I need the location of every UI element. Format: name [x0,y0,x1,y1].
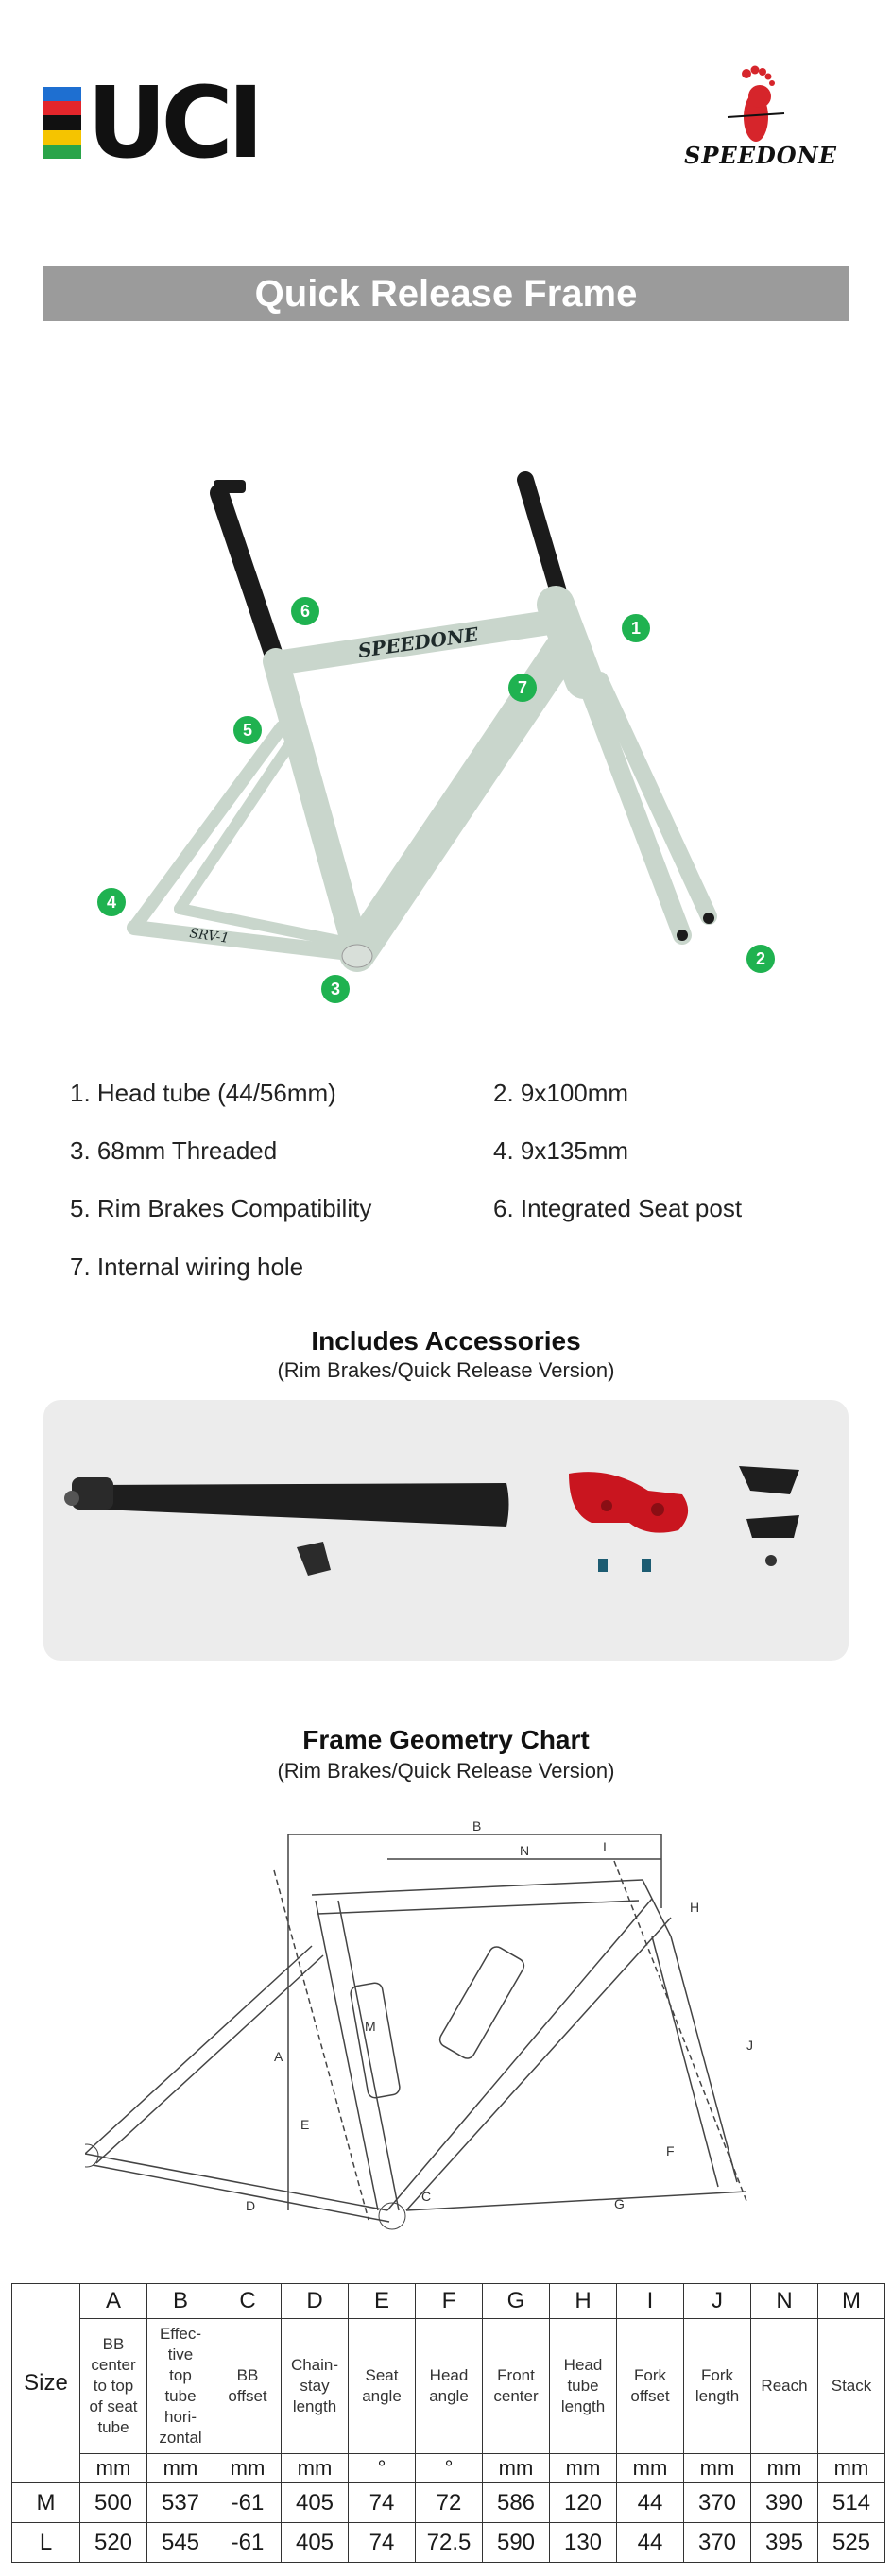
col-unit: ° [349,2454,416,2483]
col-unit: mm [617,2454,684,2483]
col-description: Effec- tive top tube hori- zontal [147,2319,214,2454]
feature-5: 5. Rim Brakes Compatibility [70,1194,372,1222]
col-unit: ° [416,2454,483,2483]
callout-badge-4: 4 [97,888,126,916]
value-cell: 500 [80,2483,147,2523]
value-cell: -61 [214,2523,282,2563]
col-unit: mm [214,2454,282,2483]
accessory-wedge [297,1542,331,1576]
size-cell: M [12,2483,80,2523]
value-cell: 405 [282,2483,349,2523]
feature-4: 4. 9x135mm [493,1136,629,1165]
table-letter-row [12,2284,885,2319]
col-unit: mm [818,2454,885,2483]
accessory-cable-guide-2 [746,1515,799,1538]
col-letter: J [684,2284,751,2319]
frame-illustration [57,453,832,1020]
feature-2: 2. 9x100mm [493,1079,629,1107]
geo-label-e: E [300,2117,310,2132]
accessory-seatpost [91,1483,509,1527]
feature-1: 1. Head tube (44/56mm) [70,1079,336,1107]
table-unit-row [12,2454,885,2483]
geo-bottom-bracket [379,2203,405,2229]
head-tube [556,605,584,680]
value-cell: -61 [214,2483,282,2523]
feature-6: 6. Integrated Seat post [493,1194,743,1222]
uci-logo-text: UCI [87,65,259,180]
callout-badge-1: 1 [622,614,650,642]
table-row [12,2483,885,2523]
geo-down-tube [387,1899,652,2210]
col-description: Head tube length [550,2319,617,2454]
accessory-screw-2 [642,1559,651,1572]
col-description: BB center to top of seat tube [80,2319,147,2454]
geo-fork [671,1936,737,2182]
seatpost [219,493,276,661]
uci-stripe-yellow [43,130,81,145]
value-cell: 405 [282,2523,349,2563]
accessories-subtitle: (Rim Brakes/Quick Release Version) [277,1358,615,1382]
value-cell: 520 [80,2523,147,2563]
col-description: Seat angle [349,2319,416,2454]
geo-label-g: G [614,2196,625,2211]
steerer [525,480,559,595]
value-cell: 586 [483,2483,550,2523]
value-cell: 514 [818,2483,885,2523]
callout-badge-7: 7 [508,674,537,702]
geo-top-tube [312,1880,643,1895]
col-description: Head angle [416,2319,483,2454]
accessory-screw-1 [598,1559,608,1572]
geo-label-h: H [690,1900,700,1915]
accessories-title: Includes Accessories [311,1326,581,1356]
value-cell: 44 [617,2483,684,2523]
col-description: Fork length [684,2319,751,2454]
geo-label-b: B [472,1818,482,1834]
value-cell: 545 [147,2523,214,2563]
frame-model-text: SRV-1 [188,926,231,947]
col-letter: E [349,2284,416,2319]
col-letter: N [751,2284,818,2319]
size-header: Size [12,2284,80,2483]
col-unit: mm [751,2454,818,2483]
col-letter: D [282,2284,349,2319]
col-description: Reach [751,2319,818,2454]
geo-chain-stay [85,2154,387,2210]
geometry-diagram [85,1814,803,2258]
uci-stripe-green [43,145,81,159]
callout-badge-6: 6 [291,597,319,625]
accessory-cable-guide-1 [739,1466,799,1494]
col-unit: mm [282,2454,349,2483]
value-cell: 130 [550,2523,617,2563]
geo-label-c: C [421,2189,432,2204]
col-unit: mm [147,2454,214,2483]
col-letter: H [550,2284,617,2319]
value-cell: 44 [617,2523,684,2563]
feature-3: 3. 68mm Threaded [70,1136,278,1165]
value-cell: 120 [550,2483,617,2523]
value-cell: 74 [349,2483,416,2523]
value-cell: 72 [416,2483,483,2523]
geo-label-i: I [603,1839,607,1854]
geo-label-f: F [666,2143,675,2158]
geo-label-a: A [274,2049,283,2064]
geo-front-center [406,2192,746,2210]
accessory-derailleur-hanger [569,1472,688,1533]
seat-stay-1 [134,727,282,928]
geometry-title: Frame Geometry Chart [302,1725,590,1754]
seat-stay-2 [180,737,295,909]
col-unit: mm [684,2454,751,2483]
col-description: Front center [483,2319,550,2454]
callout-badge-2: 2 [746,945,775,973]
value-cell: 390 [751,2483,818,2523]
callout-badge-3: 3 [321,975,350,1003]
value-cell: 370 [684,2523,751,2563]
value-cell: 72.5 [416,2523,483,2563]
value-cell: 395 [751,2523,818,2563]
geometry-table [11,2283,885,2563]
feature-7: 7. Internal wiring hole [70,1253,304,1281]
value-cell: 590 [483,2523,550,2563]
col-description: Fork offset [617,2319,684,2454]
uci-stripe-blue [43,87,81,101]
col-description: BB offset [214,2319,282,2454]
col-letter: A [80,2284,147,2319]
geo-head-tube [643,1880,671,1936]
col-unit: mm [483,2454,550,2483]
frame-brand-text: SPEEDONE [356,623,480,662]
saddle-clamp [214,480,246,493]
uci-stripes-logo [43,87,81,159]
value-cell: 525 [818,2523,885,2563]
geo-bottle-2 [437,1944,527,2061]
seat-tube [276,661,357,954]
value-cell: 74 [349,2523,416,2563]
geo-label-d: D [246,2198,256,2213]
col-unit: mm [550,2454,617,2483]
table-description-row [12,2319,885,2454]
col-letter: B [147,2284,214,2319]
geo-label-j: J [746,2038,753,2053]
col-letter: F [416,2284,483,2319]
fork-dropout-2 [703,913,714,924]
accessories-panel [43,1400,849,1661]
col-letter: G [483,2284,550,2319]
uci-stripe-black [43,115,81,130]
col-letter: M [818,2284,885,2319]
col-letter: C [214,2284,282,2319]
page-title: Quick Release Frame [43,266,849,321]
table-row [12,2523,885,2563]
col-letter: I [617,2284,684,2319]
col-unit: mm [80,2454,147,2483]
geo-label-n: N [520,1843,530,1858]
uci-stripe-red [43,101,81,115]
speedone-brand-text: SPEEDONE [684,142,837,169]
value-cell: 537 [147,2483,214,2523]
fork-dropout-1 [677,930,688,941]
geometry-subtitle: (Rim Brakes/Quick Release Version) [277,1759,615,1783]
col-description: Chain- stay length [282,2319,349,2454]
value-cell: 370 [684,2483,751,2523]
accessories-illustration [43,1400,849,1661]
accessory-seatpost-clamp [72,1477,113,1510]
callout-badge-5: 5 [233,716,262,744]
bottom-bracket [342,945,372,967]
accessory-bolt [765,1555,777,1566]
size-cell: L [12,2523,80,2563]
col-description: Stack [818,2319,885,2454]
geo-label-m: M [365,2019,376,2034]
